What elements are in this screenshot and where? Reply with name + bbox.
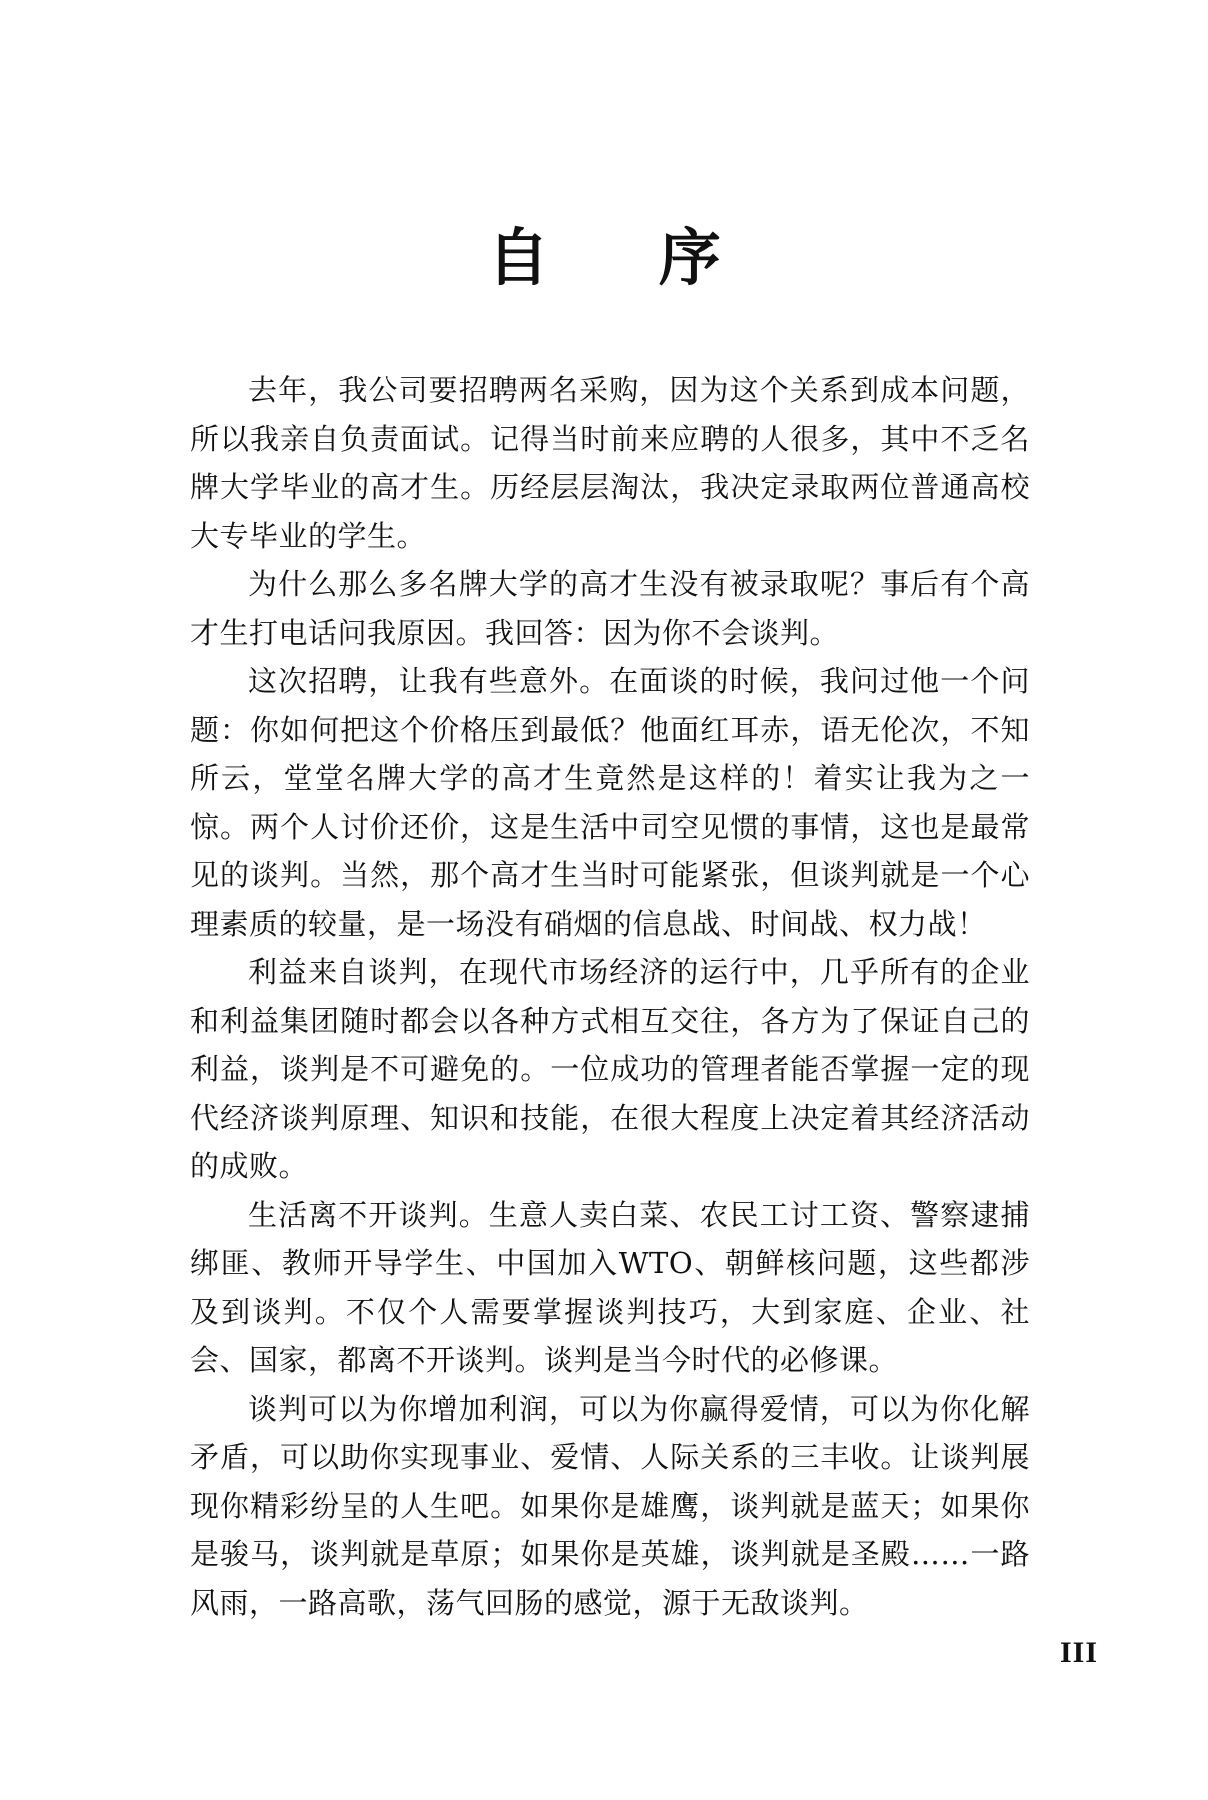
paragraph: 为什么那么多名牌大学的高才生没有被录取呢？事后有个高才生打电话问我原因。我回答：因为你不会谈判。 bbox=[190, 567, 1030, 650]
paragraph: 谈判可以为你增加利润，可以为你赢得爱情，可以为你化解矛盾，可以助你实现事业、爱情、人际关系的三丰收。让谈判展现你精彩纷呈的人生吧。如果你是雄鹰，谈判就是蓝天；如果你是骏马，谈判就是草原；如果你是英雄，谈判就是圣殿……一路风雨，一路高歌，荡气回肠的感觉，源于无敌谈判。 bbox=[190, 1391, 1030, 1620]
paragraph: 去年，我公司要招聘两名采购，因为这个关系到成本问题，所以我亲自负责面试。记得当时前来应聘的人很多，其中不乏名牌大学毕业的高才生。历经层层淘汰，我决定录取两位普通高校大专毕业的学生。 bbox=[190, 373, 1030, 553]
paragraph: 利益来自谈判，在现代市场经济的运行中，几乎所有的企业和利益集团随时都会以各种方式相互交往，各方为了保证自己的利益，谈判是不可避免的。一位成功的管理者能否掌握一定的现代经济谈判原理、知识和技能，在很大程度上决定着其经济活动的成败。 bbox=[190, 955, 1030, 1183]
preface-body bbox=[190, 366, 1030, 1627]
paragraph: 这次招聘，让我有些意外。在面谈的时候，我问过他一个问题：你如何把这个价格压到最低？他面红耳赤，语无伦次，不知所云，堂堂名牌大学的高才生竟然是这样的！着实让我为之一惊。两个人讨价还价，这是生活中司空见惯的事情，这也是最常见的谈判。当然，那个高才生当时可能紧张，但谈判就是一个心理素质的较量，是一场没有硝烟的信息战、时间战、权力战！ bbox=[190, 664, 1030, 941]
paragraph: 生活离不开谈判。生意人卖白菜、农民工讨工资、警察逮捕绑匪、教师开导学生、中国加入WTO、朝鲜核问题，这些都涉及到谈判。不仅个人需要掌握谈判技巧，大到家庭、企业、社会、国家，都离不开谈判。谈判是当今时代的必修课。 bbox=[190, 1197, 1030, 1377]
page-number: III bbox=[1059, 1636, 1098, 1669]
page-title: 自 序 bbox=[487, 221, 765, 294]
